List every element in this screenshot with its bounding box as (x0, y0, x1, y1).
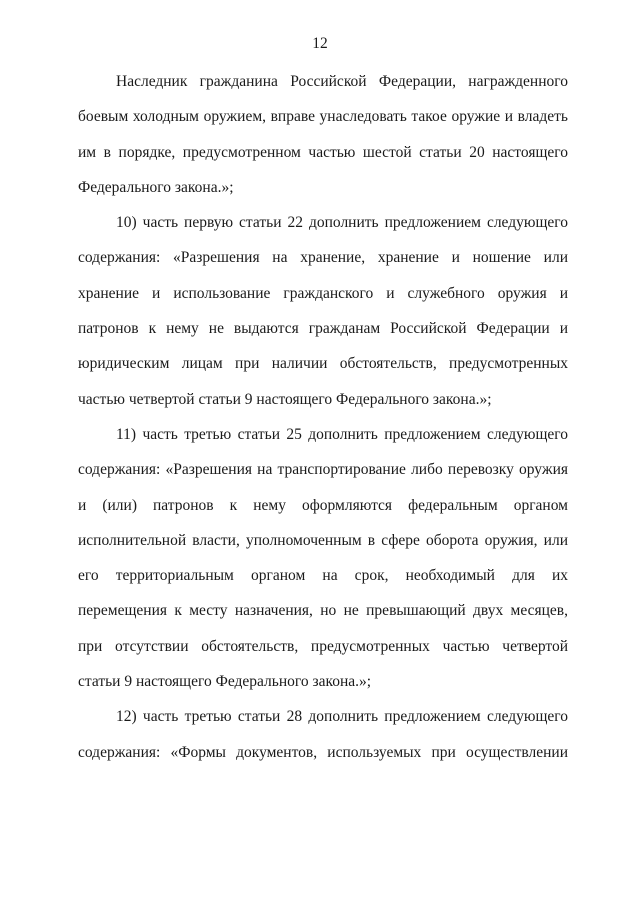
page-number: 12 (312, 35, 328, 52)
paragraph-item-10: 10) часть первую статьи 22 дополнить предложением следующего содержания: «Разрешения на хранение, хранение и ношение или хранение и использование гражданского и служебного оружия и патронов к нему не выдаются гражданам Российской Федерации и юридическим лицам при наличии обстоятельств, предусмотренных частью четвертой статьи 9 настоящего Федерального закона.»; (78, 214, 568, 408)
paragraph-item-12: 12) часть третью статьи 28 дополнить предложением следующего содержания: «Формы документов, используемых при осуществлении (78, 708, 568, 761)
paragraph-heir-inheritance: Наследник гражданина Российской Федерации, награжденного боевым холодным оружием, вправе унаследовать такое оружие и владеть им в порядке, предусмотренном частью шестой статьи 20 настоящего Федерального закона.»; (78, 73, 568, 196)
paragraph-item-11: 11) часть третью статьи 25 дополнить предложением следующего содержания: «Разрешения на транспортирование либо перевозку оружия и (или) патронов к нему оформляются федеральным органом исполнительной власти, уполномоченным в сфере оборота оружия, или его территориальным органом на срок, необходимый для их перемещения к месту назначения, но не превышающий двух месяцев, при отсутствии обстоятельств, предусмотренных частью четвертой статьи 9 настоящего Федерального закона.»; (78, 425, 568, 691)
document-body (78, 64, 568, 770)
